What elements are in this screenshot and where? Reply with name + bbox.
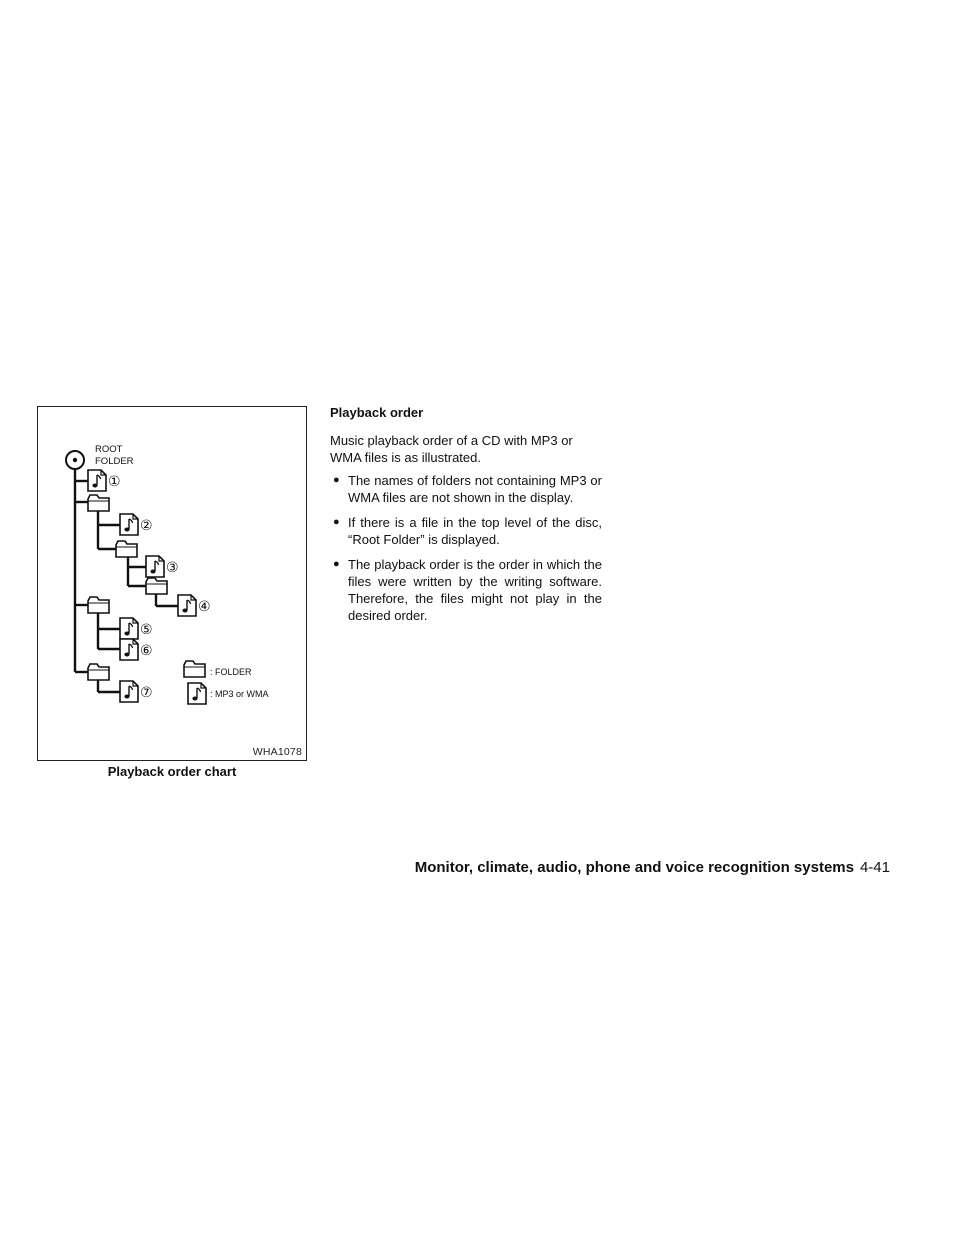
folder-icon (88, 495, 109, 511)
root-label-line1: ROOT (95, 444, 123, 455)
folder-icon (116, 541, 137, 557)
bullet-text: If there is a file in the top level of the disc, “Root Folder” is displayed. (348, 515, 602, 547)
footer-section-title: Monitor, climate, audio, phone and voice recognition systems (414, 859, 854, 876)
music-file-icon (120, 618, 138, 639)
bullet-icon: ● (333, 516, 340, 528)
file-number-7: ⑦ (140, 685, 153, 701)
section-heading: Playback order (330, 405, 424, 420)
root-label-line2: FOLDER (95, 456, 134, 467)
folder-icon (88, 597, 109, 613)
music-file-icon (146, 556, 164, 577)
page-number: 4-41 (859, 859, 890, 876)
bullet-icon: ● (333, 558, 340, 570)
list-item (330, 514, 602, 548)
music-file-icon (88, 470, 106, 491)
folder-icon (146, 578, 167, 594)
music-file-icon (120, 681, 138, 702)
figure-code: WHA1078 (252, 746, 302, 758)
list-item (330, 556, 602, 624)
legend-folder-label: : FOLDER (210, 667, 252, 677)
folder-tree-diagram (38, 407, 306, 760)
bullet-icon: ● (333, 474, 340, 486)
file-number-6: ⑥ (140, 643, 153, 659)
music-file-icon (120, 639, 138, 660)
bullet-text: The names of folders not containing MP3 or WMA files are not shown in the display. (348, 473, 602, 505)
legend-folder-icon (184, 661, 205, 677)
file-number-4: ④ (198, 599, 211, 615)
legend-file-icon (188, 683, 206, 704)
file-number-2: ② (140, 518, 153, 534)
bullet-list (330, 472, 602, 624)
file-number-3: ③ (166, 560, 179, 576)
disc-icon (66, 451, 84, 469)
file-number-1: ① (108, 474, 121, 490)
figure-caption: Playback order chart (107, 764, 237, 779)
playback-order-figure (37, 406, 307, 761)
intro-paragraph: Music playback order of a CD with MP3 or WMA files is as illustrated. (330, 433, 573, 465)
legend-file-label: : MP3 or WMA (210, 689, 269, 699)
music-file-icon (120, 514, 138, 535)
bullet-text: The playback order is the order in which the files were written by the writing software. Therefore, the files might not play in the desired order. (348, 557, 602, 623)
file-number-5: ⑤ (140, 622, 153, 638)
folder-icon (88, 664, 109, 680)
text-column (330, 404, 602, 632)
music-file-icon (178, 595, 196, 616)
page-footer (415, 859, 890, 876)
list-item (330, 472, 602, 506)
